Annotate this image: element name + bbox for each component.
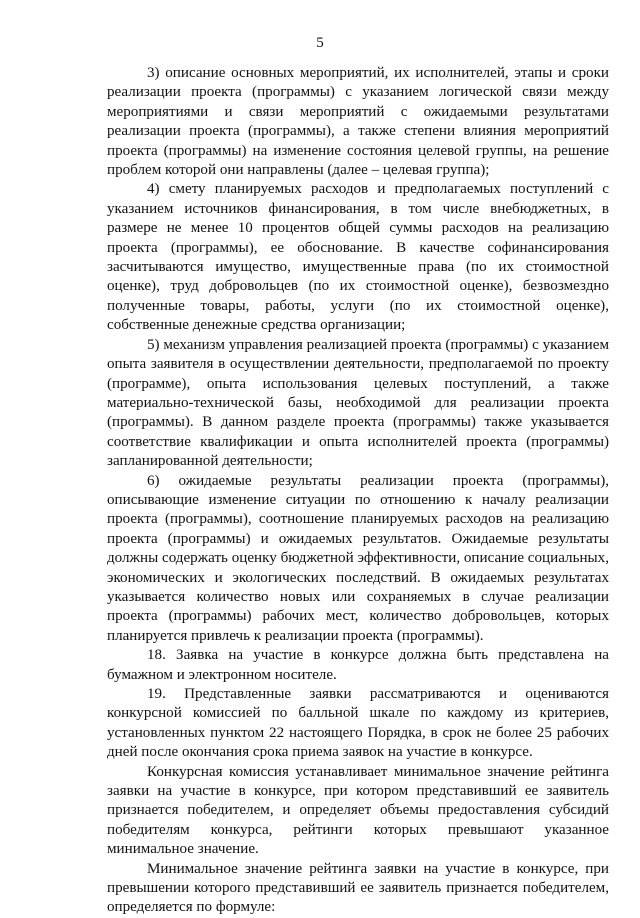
paragraph-clause-19: 19. Представленные заявки рассматриваются и оцениваются конкурсной комиссией по балльной шкале по каждому из критериев, установленных пунктом 22 настоящего Порядка, в срок не более 25 рабочих дней после окончания срока приема заявок на участие в конкурсе. (107, 686, 609, 761)
paragraph-item-3: 3) описание основных мероприятий, их исполнителей, этапы и сроки реализации проекта (программы) с указанием логической связи между мероприятиями и связи мероприятий с ожидаемыми результатами реализации проекта (программы), а также степени влияния мероприятий проекта (программы) на изменение состояния целевой группы, на решение проблем которой они направлены (далее – целевая группа); (107, 65, 609, 179)
page-number: 5 (316, 35, 324, 51)
paragraph-clause-18: 18. Заявка на участие в конкурсе должна быть представлена на бумажном и электронном носителе. (107, 647, 609, 683)
paragraph-item-5: 5) механизм управления реализацией проекта (программы) с указанием опыта заявителя в осуществлении деятельности, предполагаемой по проекту (программе), опыта использования целевых поступлений, а также материально-технической базы, необходимой для реализации проекта (программы). В данном разделе проекта (программы) также указывается соответствие квалификации и опыта исполнителей проекта (программы) запланированной деятельности; (107, 336, 609, 470)
paragraph-commission-rating: Конкурсная комиссия устанавливает минимальное значение рейтинга заявки на участие в конкурсе, при котором представивший ее заявитель признается победителем, и определяет объемы предоставления субсидий победителям конкурса, рейтинги которых превышают указанное минимальное значение. (107, 763, 609, 858)
paragraph-item-6: 6) ожидаемые результаты реализации проекта (программы), описывающие изменение ситуации по отношению к началу реализации проекта (программы), соотношение планируемых расходов на реализацию проекта (программы) и ожидаемых результатов. Ожидаемые результаты должны содержать оценку бюджетной эффективности, описание социальных, экономических и экологических последствий. В ожидаемых результатах указывается количество новых или сохраняемых в случае реализации проекта (программы) рабочих мест, количество добровольцев, которых планируется привлечь к реализации проекта (программы). (107, 472, 609, 644)
paragraph-min-rating-formula: Минимальное значение рейтинга заявки на участие в конкурсе, при превышении которого представивший ее заявитель признается победителем, определяется по формуле: (107, 860, 609, 916)
paragraph-item-4: 4) смету планируемых расходов и предполагаемых поступлений с указанием источников финансирования, в том числе внебюджетных, в размере не менее 10 процентов общей суммы расходов на реализацию проекта (программы), ее обоснование. В качестве софинансирования засчитываются имущество, имущественные права (по их стоимостной оценке), труд добровольцев (по их стоимостной оценке), безвозмездно полученные товары, работы, услуги (по их стоимостной оценке), собственные денежные средства организации; (107, 181, 609, 334)
document-body (107, 64, 609, 918)
